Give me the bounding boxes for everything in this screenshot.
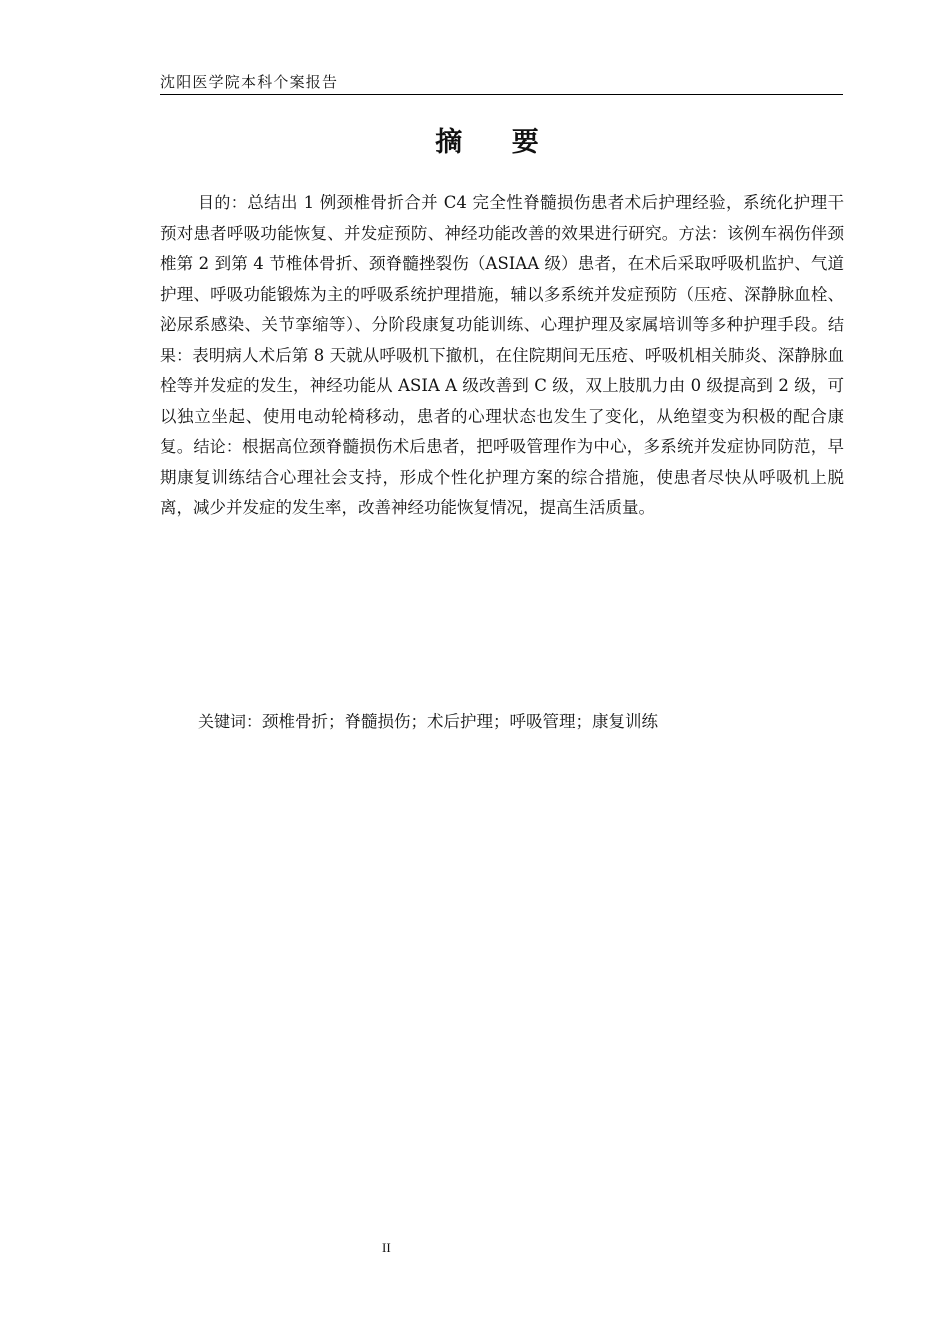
conclusion-text: 根据高位颈脊髓损伤术后患者，把呼吸管理作为中心，多系统并发症协同防范，早期康复训练结合心理社会支持，形成个性化护理方案的综合措施，使患者尽快从呼吸机上脱离，减少并发症的发生率，改善神经功能恢复情况，提高生活质量。 [160, 437, 845, 517]
running-header [160, 72, 843, 95]
keywords-line [198, 707, 658, 737]
abstract-heading: 摘 要 [435, 127, 559, 158]
method-text: 该例车祸伤伴颈椎第 2 到第 4 节椎体骨折、颈脊髓挫裂伤（ASIAA 级）患者，在术后采取呼吸机监护、气道护理、呼吸功能锻炼为主的呼吸系统护理措施，辅以多系统并发症预防（压疮、深静脉血栓、泌尿系感染、关节挛缩等）、分阶段康复功能训练、心理护理及家属培训等多种护理手段。 [160, 223, 845, 334]
objective-label: 目的： [198, 193, 248, 212]
method-label: 方法： [678, 223, 728, 243]
running-header-title: 沈阳医学院本科个案报告 [160, 73, 339, 91]
result-text: 表明病人术后第 8 天就从呼吸机下撤机，在住院期间无压疮、呼吸机相关肺炎、深静脉血栓等并发症的发生，神经功能从 ASIA A 级改善到 C 级，双上肢肌力由 0 级提高到 2 级，可以独立坐起、使用电动轮椅移动，患者的心理状态也发生了变化，从绝望变为积极的配合康复。 [160, 345, 844, 456]
abstract-body [160, 188, 844, 524]
conclusion-label: 结论： [193, 437, 243, 456]
keywords-text: 颈椎骨折；脊髓损伤；术后护理；呼吸管理；康复训练 [262, 712, 659, 731]
result-label: 结果： [160, 315, 844, 365]
objective-text: 总结出 1 例颈椎骨折合并 C4 完全性脊髓损伤患者术后护理经验，系统化护理干预对患者呼吸功能恢复、并发症预防、神经功能改善的效果进行研究。 [160, 193, 844, 243]
page-number: II [382, 1240, 391, 1255]
keywords-label: 关键词： [198, 712, 263, 731]
